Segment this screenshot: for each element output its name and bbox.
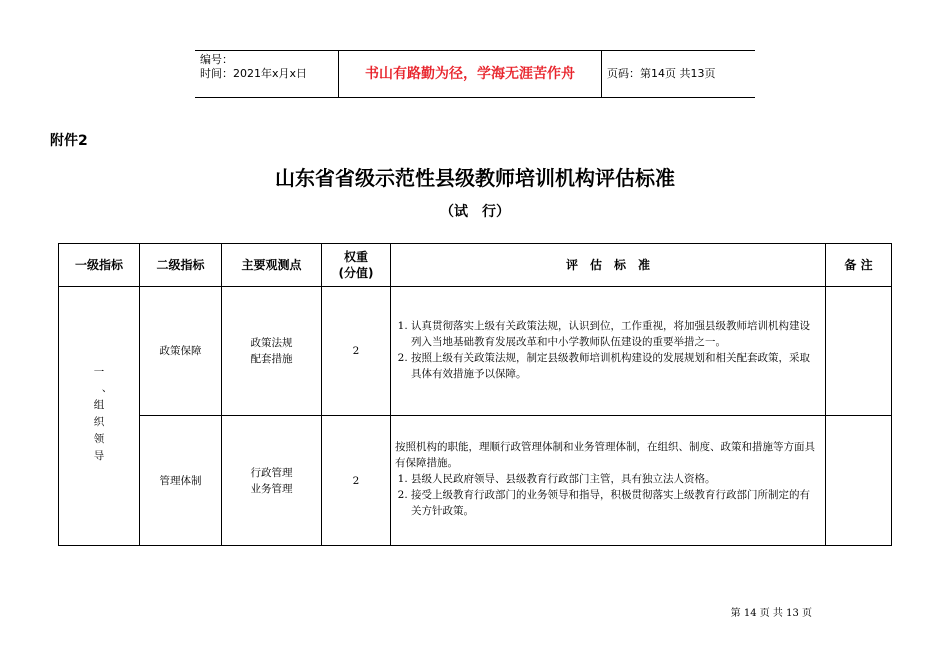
- header-level2: 二级指标: [156, 258, 205, 272]
- page-title: 山东省省级示范性县级教师培训机构评估标准: [275, 166, 675, 190]
- attachment-label: 附件2: [50, 133, 88, 149]
- level1-char: 一: [93, 366, 105, 378]
- table-row-observation: 政策法规 配套措施: [250, 337, 293, 365]
- criteria-item: 1. 认真贯彻落实上级有关政策法规，认识到位，工作重视，将加强县级教师培训机构建设列入当地基础教育发展改革和中小学教师队伍建设的重要举措之一。: [411, 318, 819, 350]
- criteria-item: 1. 县级人民政府领导、县级教育行政部门主管，具有独立法人资格。: [411, 471, 819, 487]
- header-weight: 权重 (分值): [338, 250, 374, 280]
- level1-char: 、: [101, 382, 113, 394]
- level1-char: 组: [93, 399, 105, 411]
- criteria-intro: 按照机构的职能，理顺行政管理体制和业务管理体制，在组织、制度、政策和措施等方面具有保障措施。: [395, 441, 815, 469]
- header-observation: 主要观测点: [241, 258, 302, 272]
- table-divider: [390, 244, 391, 545]
- criteria-item: 2. 按照上级有关政策法规，制定县级教师培训机构建设的发展规划和相关配套政策，采取具体有效措施予以保障。: [411, 350, 819, 382]
- header-criteria: 评 估 标 准: [565, 258, 650, 272]
- page-subtitle: （试 行）: [440, 204, 510, 220]
- evaluation-table: [58, 243, 892, 546]
- header-level1: 一级指标: [74, 258, 123, 272]
- table-row-criteria: [395, 318, 819, 382]
- table-row-level2: 管理体制: [159, 474, 202, 487]
- time-label: 时间：2021年x月x日: [200, 67, 308, 80]
- table-row-weight: 2: [352, 345, 360, 357]
- header-meta: [200, 51, 335, 99]
- page-footer: 第 14 页 共 13 页: [730, 608, 812, 619]
- level1-char: 领: [93, 433, 105, 445]
- table-row-remarks: [826, 416, 891, 545]
- header-remarks: 备 注: [844, 258, 873, 272]
- number-label: 编号：: [200, 53, 233, 66]
- criteria-item: 2. 接受上级教育行政部门的业务领导和指导，积极贯彻落实上级教育行政部门所制定的有关方针政策。: [411, 487, 819, 519]
- level1-char: 织: [93, 416, 105, 428]
- table-row-criteria: [395, 439, 819, 519]
- table-row-observation: 行政管理 业务管理: [250, 466, 293, 495]
- level1-char: 导: [93, 450, 105, 462]
- header-motto: 书山有路勤为径，学海无涯苦作舟: [365, 66, 575, 82]
- table-row-weight: 2: [352, 474, 360, 487]
- header-divider: [601, 51, 602, 97]
- document-header: [195, 50, 755, 98]
- page-label: 页码：第14页 共13页: [607, 67, 716, 80]
- table-row-remarks: [826, 287, 891, 415]
- table-row-level2: 政策保障: [159, 345, 202, 357]
